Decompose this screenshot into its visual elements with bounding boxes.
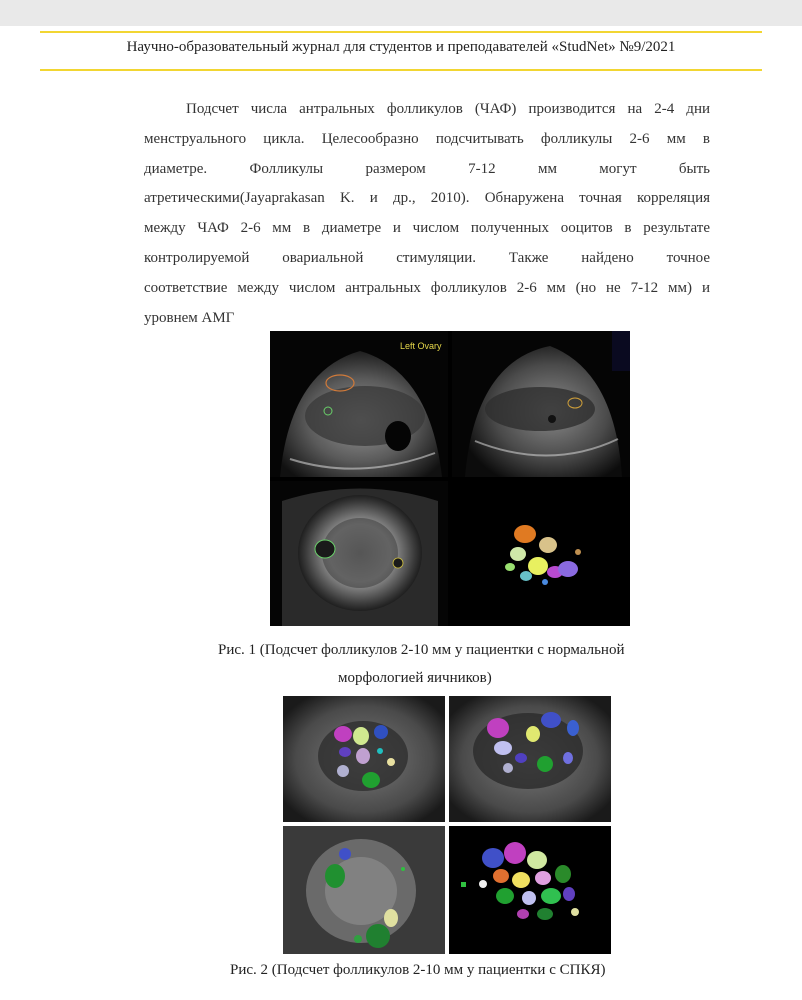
paragraph-line: диаметре. Фолликулы размером 7-12 мм могут быть [144, 160, 710, 177]
us-panel-bottom-left [270, 481, 448, 626]
paragraph-line: атретическими(Jayaprakasan K. и др., 2010). Обнаружена точная корреляция [144, 190, 710, 207]
us-panel-bottom-right-3d [452, 481, 630, 626]
figure-2-ultrasound [283, 696, 611, 954]
paragraph-line: уровнем АМГ [144, 309, 235, 326]
us-panel-top-right [449, 696, 611, 822]
paragraph-line: соответствие между числом антральных фолликулов 2-6 мм (но не 7-12 мм) и [144, 279, 710, 296]
figure-2-caption: Рис. 2 (Подсчет фолликулов 2-10 мм у пациентки с СПКЯ) [230, 962, 606, 978]
us-panel-top-right [452, 331, 630, 477]
header-rule-bottom [40, 69, 762, 71]
us-panel-bottom-left [283, 826, 445, 954]
overlay-label-left-ovary: Left Ovary [400, 341, 442, 351]
paragraph-line: менструального цикла. Целесообразно подсчитывать фолликулы 2-6 мм в [144, 130, 710, 147]
us-panel-top-left [270, 331, 448, 477]
body-paragraph [144, 95, 710, 333]
journal-header: Научно-образовательный журнал для студентов и преподавателей «StudNet» №9/2021 [126, 39, 676, 55]
paragraph-line: контролируемой овариальной стимуляции. Также найдено точное [144, 249, 710, 266]
header-rule-top [40, 31, 762, 33]
figure-1-ultrasound [270, 331, 630, 626]
paragraph-line: Подсчет числа антральных фолликулов (ЧАФ) производится на 2-4 дни [186, 101, 710, 117]
viewer-top-bar [0, 0, 802, 26]
figure-1-caption-line-2: морфологией яичников) [338, 670, 492, 686]
paragraph-line: между ЧАФ 2-6 мм в диаметре и числом полученных ооцитов в результате [144, 220, 710, 237]
figure-1-caption-line-1: Рис. 1 (Подсчет фолликулов 2-10 мм у пациентки с нормальной [218, 642, 625, 658]
us-panel-bottom-right-3d [449, 826, 611, 954]
us-panel-top-left [283, 696, 445, 822]
